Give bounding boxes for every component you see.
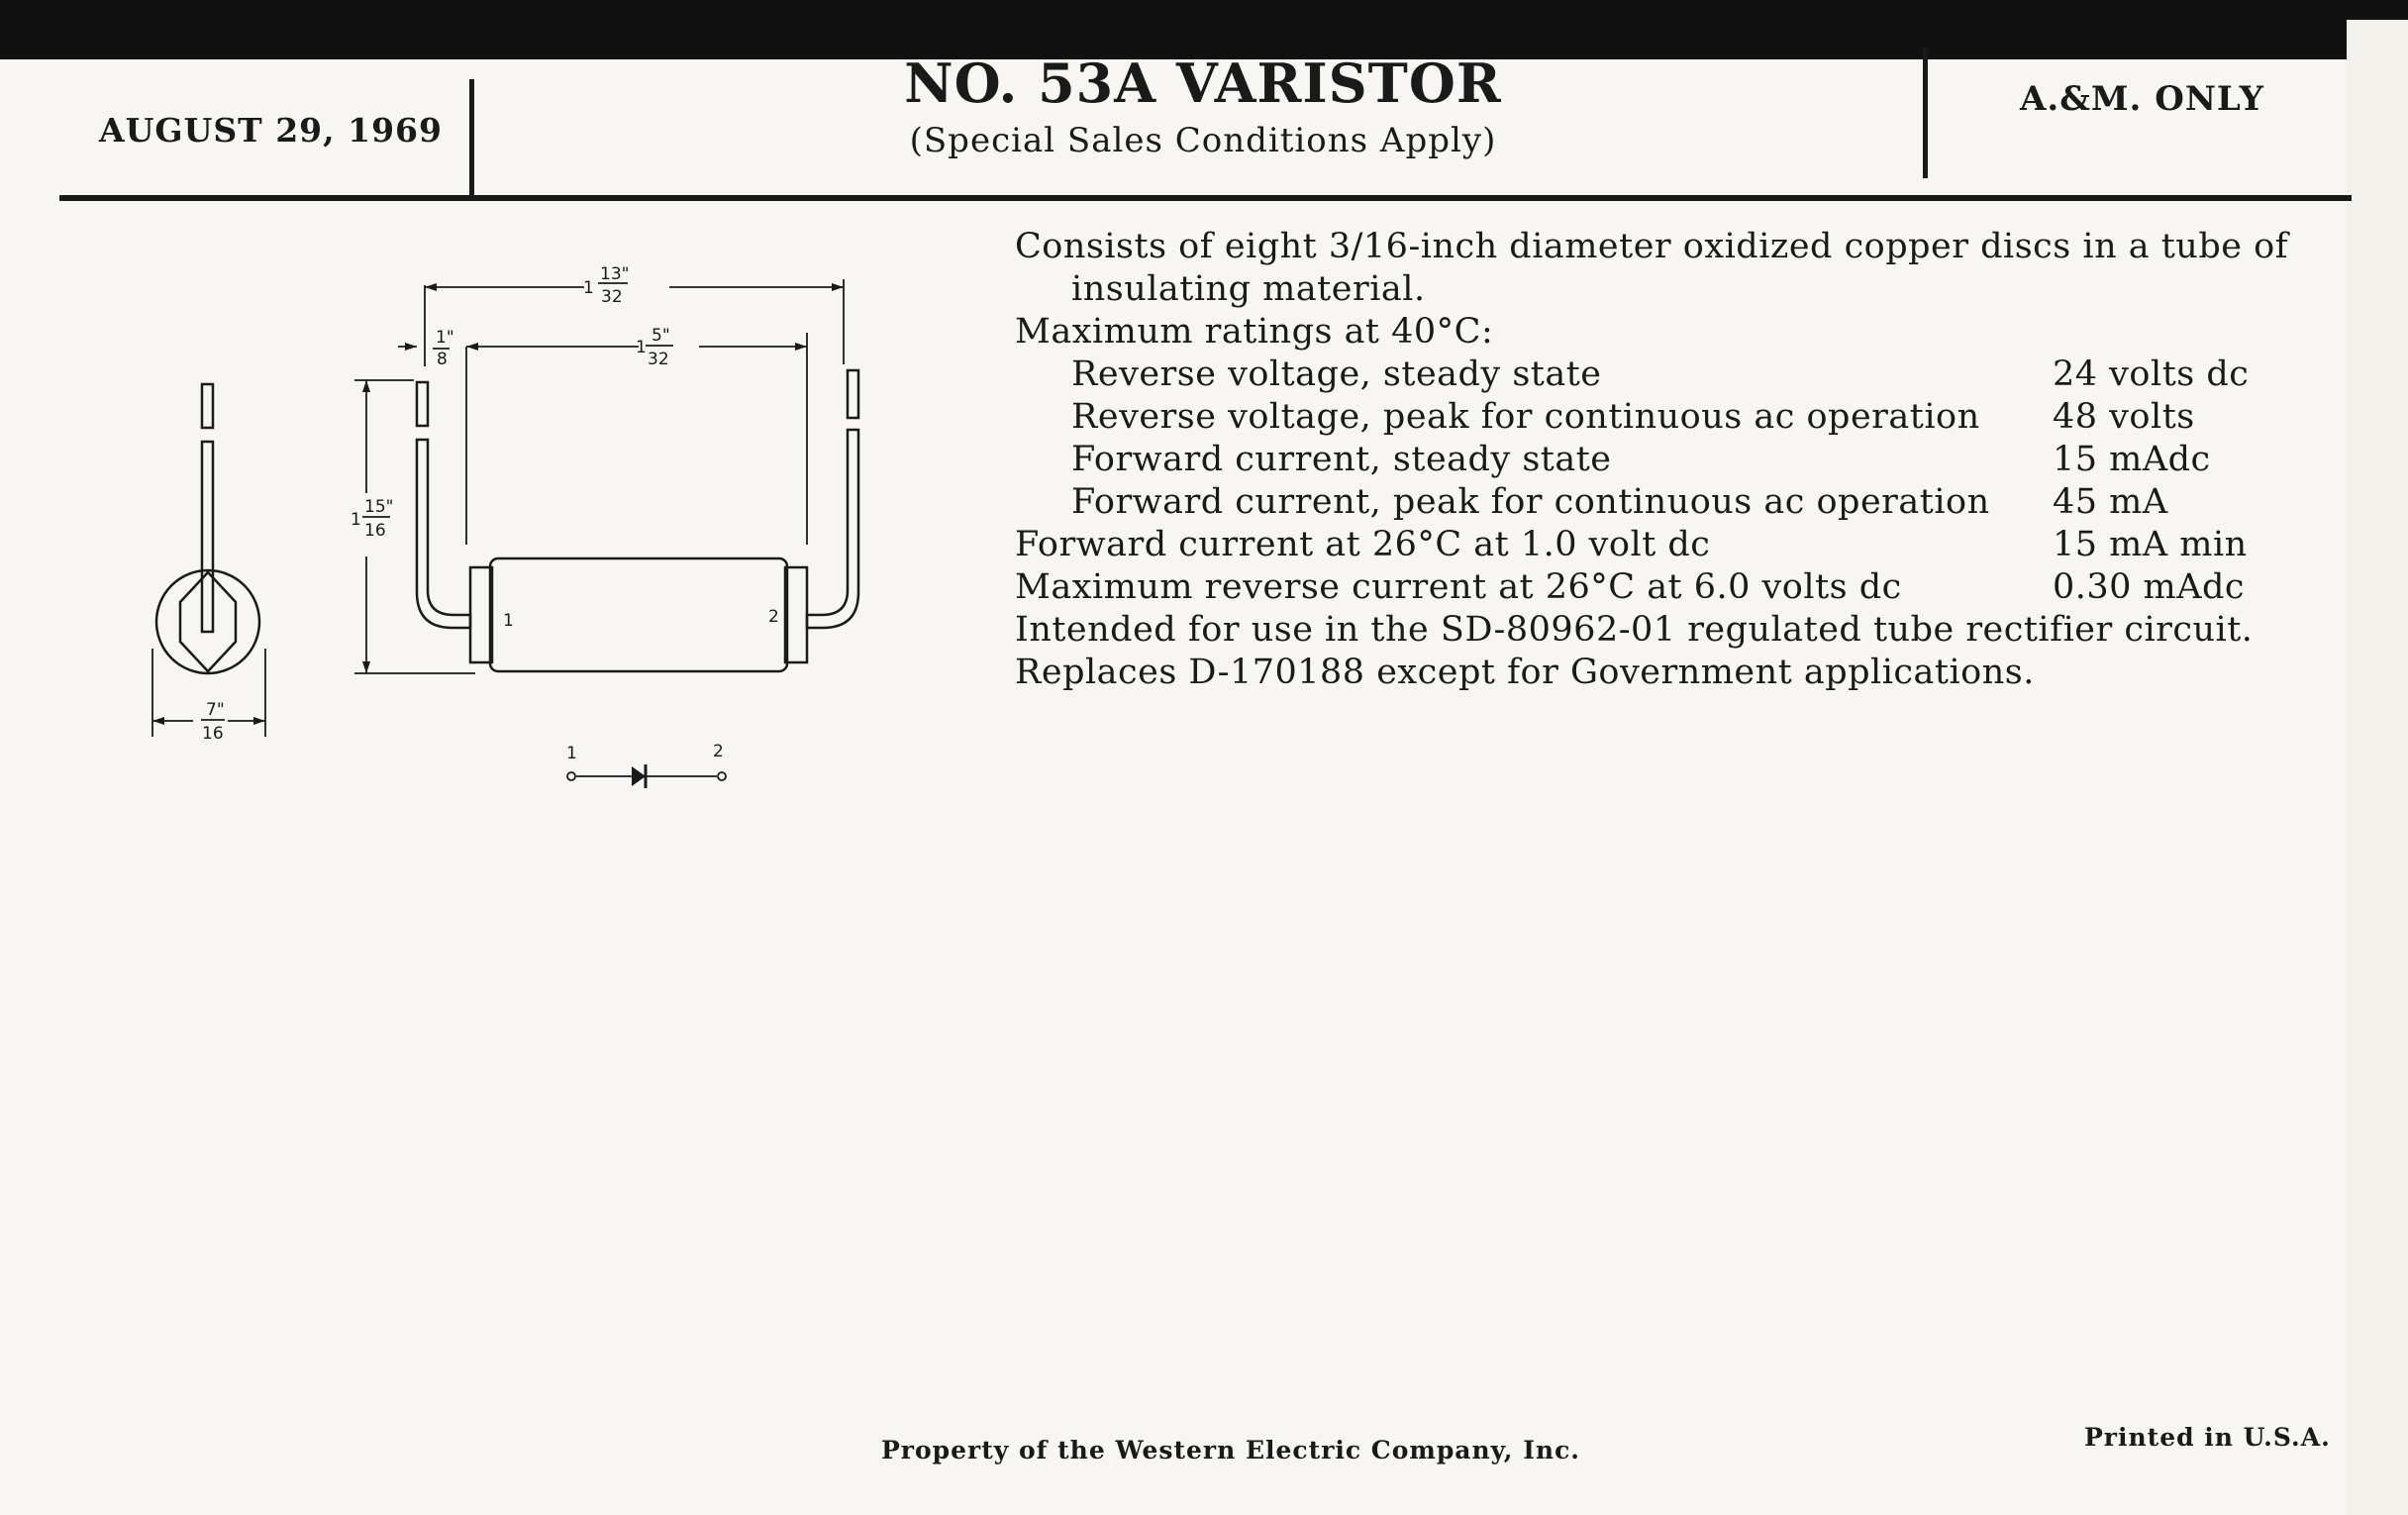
description-line [1015,268,2312,311]
dim-body-den: 32 [648,350,669,369]
property-notice: Property of the Western Electric Company, Inc. [881,1436,1581,1464]
schematic-terminal-2: 2 [713,742,724,761]
rating-label: Reverse voltage, steady state [1071,354,1602,394]
page-subtitle: (Special Sales Conditions Apply) [909,121,1497,160]
dim-overall-whole: 1 [583,278,594,298]
rating-value: 24 volts dc [2053,354,2250,394]
printed-notice: Printed in U.S.A. [2084,1423,2331,1452]
characteristic-row [1015,524,2312,566]
end-view-lead-top [202,384,213,428]
rating-row [1015,439,2312,481]
diode-symbol [632,766,646,786]
dim-height-den: 16 [364,521,386,541]
description-text: Consists of eight 3/16-inch diameter oxidized copper discs in a tube of [1015,227,2289,266]
end-cap-left [470,567,492,662]
end-cap-right [785,567,807,662]
characteristic-value: 0.30 mAdc [2053,567,2246,607]
rating-row [1015,354,2312,396]
dim-body-whole: 1 [636,338,647,357]
dim-diam-num: 7" [206,700,225,720]
left-lead [417,440,470,628]
header-divider-right [1923,48,1928,178]
issue-date: AUGUST 29, 1969 [99,111,443,150]
characteristic-value: 15 mA min [2053,525,2248,564]
rating-row [1015,396,2312,439]
card-edge [2347,20,2408,1515]
varistor-body [490,558,787,671]
characteristic-label: Forward current at 26°C at 1.0 volt dc [1015,525,1711,564]
end-view-lead [202,442,213,632]
rating-row [1015,481,2312,524]
right-lead-segment [848,370,858,418]
replaces-note: Replaces D-170188 except for Government applications. [1015,653,2035,692]
characteristic-row [1015,566,2312,609]
rating-value: 15 mAdc [2053,440,2211,479]
terminal-1-label: 1 [503,611,514,631]
rating-label: Forward current, steady state [1071,440,1612,479]
rating-label: Forward current, peak for continuous ac operation [1071,482,1990,522]
header-divider-left [469,79,474,196]
description-text: insulating material. [1071,269,1426,309]
end-view-outline [156,570,259,673]
dim-lead-num: 1" [436,328,454,348]
description-line [1015,226,2312,268]
restriction-note: A.&M. ONLY [2020,79,2264,119]
characteristic-label: Maximum reverse current at 26°C at 6.0 volts dc [1015,567,1902,607]
specification-block [1015,226,2312,694]
rating-value: 48 volts [2053,397,2195,437]
dim-overall-den: 32 [601,287,623,307]
right-lead [807,430,858,628]
dim-diam-den: 16 [202,724,224,744]
left-lead-segment [417,382,428,426]
rating-value: 45 mA [2053,482,2168,522]
end-view-hexagon [180,572,236,671]
rating-label: Reverse voltage, peak for continuous ac operation [1071,397,1980,437]
terminal-2-label: 2 [768,607,779,627]
page-title: NO. 53A VARISTOR [904,51,1502,115]
dim-height-num: 15" [364,497,394,517]
max-ratings-heading: Maximum ratings at 40°C: [1015,312,1494,352]
dim-overall-num: 13" [600,264,630,284]
schematic-terminal-1: 1 [566,744,577,763]
dim-body-num: 5" [652,326,670,346]
dim-height-whole: 1 [351,510,361,530]
varistor-drawing [139,248,891,802]
intended-use: Intended for use in the SD-80962-01 regulated tube rectifier circuit. [1015,610,2254,650]
dim-lead-den: 8 [437,350,448,369]
header-rule [59,195,2352,201]
